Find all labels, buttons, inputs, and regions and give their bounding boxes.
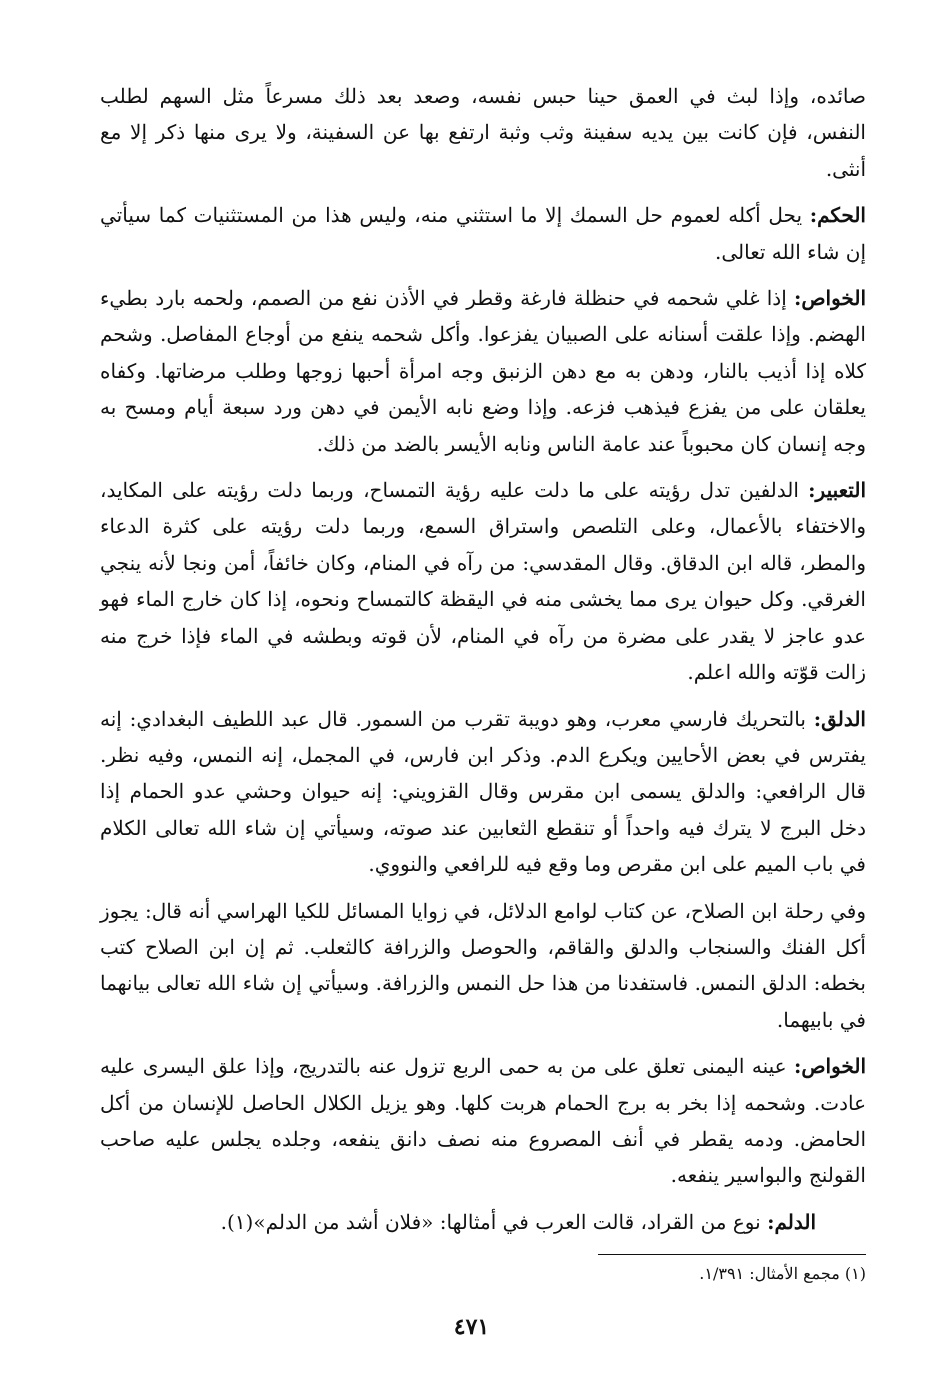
paragraph-rihla [100, 893, 866, 1039]
paragraph-term: الدلم: [767, 1209, 816, 1234]
paragraph-text: نوع من القراد، قالت العرب في أمثالها: «فلان أشد من الدلم»(١). [220, 1209, 768, 1234]
paragraph-dalaq [100, 701, 866, 883]
paragraph-tabir [100, 472, 866, 690]
page-number: ٤٧١ [453, 1314, 490, 1340]
footnote-separator [598, 1254, 866, 1255]
paragraph-term: الخواص: [793, 286, 866, 311]
paragraph-khawas-2 [100, 1048, 866, 1194]
page-body [100, 78, 866, 1250]
paragraph-text: إذا غلي شحمه في حنظلة فارغة وقطر في الأذن نفع من الصمم، ولحمه بارد بطيء الهضم. وإذا علقت أسنانه على الصبيان يفزعوا. وأكل شحمه ينفع من أوجاع المفاصل. وشحم كلاه إذا أذيب بالنار، ودهن به مع دهن الزنبق وجه امرأة أحبها زوجها وطلب مرضاتها. وكفاه يعلقان على من يفزع فيذهب فزعه. وإذا وضع نابه الأيمن في دهن ورد سبعة أيام ومسح به وجه إنسان كان محبوباً عند عامة الناس ونابه الأيسر بالضد من ذلك. [100, 286, 866, 456]
paragraph-text: الدلفين تدل رؤيته على ما دلت عليه رؤية التمساح، وربما دلت رؤيته على المكايد، والاختفاء بالأعمال، وعلى التلصص واستراق السمع، وربما دلت رؤيته على كثرة الدعاء والمطر، قاله ابن الدقاق. وقال المقدسي: من رآه في المنام، وكان خائفاً، أمن ونجا لأنه ينجي الغرقي. وكل حيوان يرى مما يخشى منه في اليقظة كالتمساح ونحوه، إذا كان خارج الماء فهو عدو عاجز لا يقدر على مضرة من رآه في المنام، لأن قوته وبطشه في الماء فإذا خرج منه زالت قوّته والله اعلم. [100, 478, 866, 685]
paragraph-1 [100, 78, 866, 187]
paragraph-term: الحكم: [809, 203, 866, 228]
paragraph-text: عينه اليمنى تعلق على من به حمى الربع تزول عنه بالتدريج، وإذا علق اليسرى عليه عادت. وشحمه إذا بخر به برج الحمام هربت كلها. وهو يزيل الكلال الحاصل للإنسان من أكل الحامض. ودمه يقطر في أنف المصروع منه نصف دانق ينفعه، وجلده يجلس عليه صاحب القولنج والبواسير ينفعه. [100, 1054, 866, 1188]
paragraph-term: الخواص: [793, 1054, 866, 1079]
paragraph-dalam [100, 1204, 866, 1240]
paragraph-term: التعبير: [808, 478, 866, 503]
paragraph-text: صائده، وإذا لبث في العمق حينا حبس نفسه، وصعد بعد ذلك مسرعاً مثل السهم لطلب النفس، فإن كانت بين يديه سفينة وثب وثبة ارتفع بها عن السفينة، ولا يرى منها ذكر إلا مع أنثى. [100, 84, 866, 181]
paragraph-text: وفي رحلة ابن الصلاح، عن كتاب لوامع الدلائل، في زوايا المسائل للكيا الهراسي أنه قال: يجوز أكل الفنك والسنجاب والدلق والقاقم، والحوصل والزرافة كالثعلب. ثم إن ابن الصلاح كتب بخطه: الدلق النمس. فاستفدنا من هذا حل النمس والزرافة. وسيأتي إن شاء الله تعالى بيانهما في بابيهما. [100, 898, 866, 1032]
paragraph-term: الدلق: [813, 706, 866, 731]
paragraph-text: بالتحريك فارسي معرب، وهو دويبة تقرب من السمور. قال عبد اللطيف البغدادي: إنه يفترس في بعض الأحايين ويكرع الدم. وذكر ابن فارس، في المجمل، إنه النمس، وفيه نظر. قال الرافعي: والدلق يسمى ابن مقرس وقال القزويني: إنه حيوان وحشي عدو الحمام إذا دخل البرج لا يترك فيه واحداً أو تنقطع الثعابين عند صوته، وسيأتي إن شاء الله تعالى الكلام في باب الميم على ابن مقرص وما وقع فيه للرافعي والنووي. [100, 706, 866, 877]
footnote: (١) مجمع الأمثال: ١/٣٩١. [699, 1264, 866, 1283]
paragraph-khawas-1 [100, 280, 866, 462]
paragraph-text: يحل أكله لعموم حل السمك إلا ما استثني منه، وليس هذا من المستثنيات كما سيأتي إن شاء الله تعالى. [100, 203, 866, 264]
paragraph-hukm [100, 197, 866, 270]
